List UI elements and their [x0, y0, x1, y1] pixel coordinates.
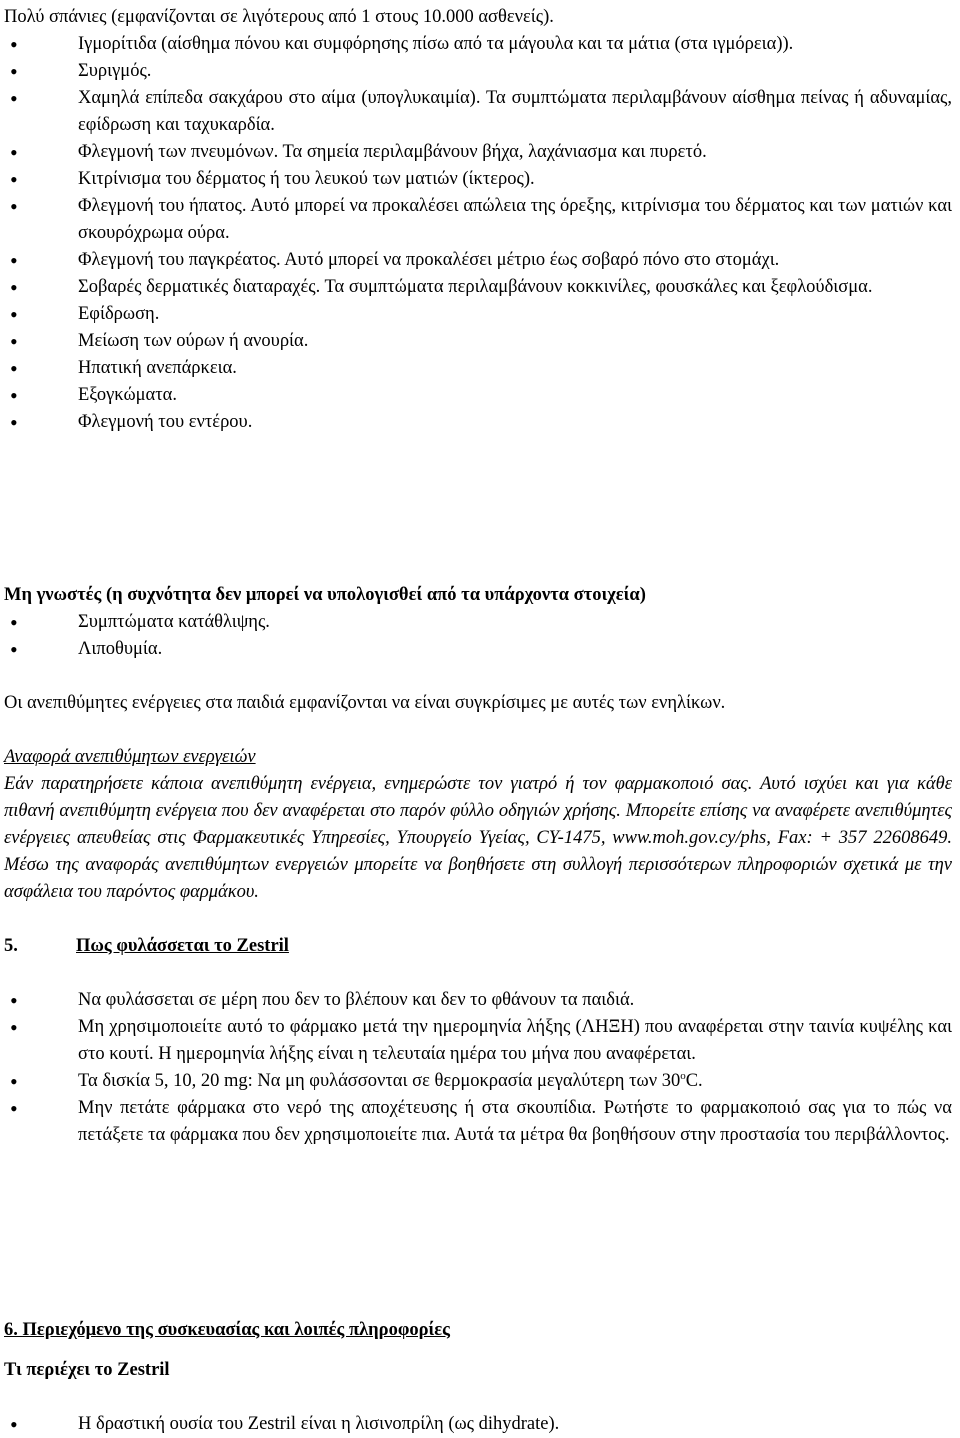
section-5-heading [4, 933, 952, 960]
very-rare-frequency-line: Πολύ σπάνιες (εμφανίζονται σε λιγότερους από 1 στους 10.000 ασθενείς). [4, 7, 554, 27]
storage-list [4, 987, 952, 1068]
list-item: • Κιτρίνισμα του δέρματος ή του λευκού των ματιών (ίκτερος). [4, 166, 952, 193]
list-item: • Λιποθυμία. [4, 636, 952, 663]
reporting-section [4, 744, 952, 906]
very-rare-list [4, 31, 952, 436]
list-item: • Ηπατική ανεπάρκεια. [4, 355, 952, 382]
unknown-frequency-heading: Μη γνωστές (η συχνότητα δεν μπορεί να υπολογισθεί από τα υπάρχοντα στοιχεία) [4, 585, 646, 605]
storage-temperature-unit: C. [685, 1071, 703, 1091]
list-item: • Μείωση των ούρων ή ανουρία. [4, 328, 952, 355]
contents-heading: Τι περιέχει το Zestril [4, 1360, 170, 1380]
storage-temperature-item [4, 1068, 952, 1095]
list-item: • Χαμηλά επίπεδα σακχάρου στο αίμα (υπογλυκαιμία). Τα συμπτώματα περιλαμβάνουν αίσθημα πείνας ή αδυναμίας, εφίδρωση και ταχυκαρδία. [4, 85, 952, 139]
storage-section [4, 987, 952, 1149]
section-6 [4, 1317, 952, 1344]
list-item: • Η δραστική ουσία του Zestril είναι η λισινοπρίλη (ως dihydrate). [4, 1411, 952, 1438]
storage-temperature-degree: ο [680, 1070, 686, 1082]
list-item: • Εφίδρωση. [4, 301, 952, 328]
contents-list-block [4, 1411, 952, 1438]
children-note: Οι ανεπιθύμητες ενέργειες στα παιδιά εμφανίζονται να είναι συγκρίσιμες με αυτές των ενηλίκων. [4, 693, 726, 713]
list-item: • Να φυλάσσεται σε μέρη που δεν το βλέπουν και δεν το φθάνουν τα παιδιά. [4, 987, 952, 1014]
list-item: • Συμπτώματα κατάθλιψης. [4, 609, 952, 636]
section-6-heading: 6. Περιεχόμενο της συσκευασίας και λοιπές πληροφορίες [4, 1320, 450, 1340]
list-item: • Εξογκώματα. [4, 382, 952, 409]
unknown-frequency-section [4, 582, 952, 663]
very-rare-section [4, 4, 952, 436]
contents-list [4, 1411, 952, 1438]
list-item: • Σοβαρές δερματικές διαταραχές. Τα συμπτώματα περιλαμβάνουν κοκκινίλες, φουσκάλες και ξεφλούδισμα. [4, 274, 952, 301]
storage-disposal-item: • Μην πετάτε φάρμακα στο νερό της αποχέτευσης ή στα σκουπίδια. Ρωτήστε το φαρμακοποιό σας για το πώς να πετάξετε τα φάρμακα που δεν χρησιμοποιείτε πια. Αυτά τα μέτρα θα βοηθήσουν στην προστασία του περιβάλλοντος. [4, 1095, 952, 1149]
contents-section [4, 1357, 952, 1384]
storage-temperature-text: Τα δισκία 5, 10, 20 mg: Να μη φυλάσσονται σε θερμοκρασία μεγαλύτερη των 30 [78, 1071, 681, 1091]
list-item: • Φλεγμονή του παγκρέατος. Αυτό μπορεί να προκαλέσει μέτριο έως σοβαρό πόνο στο στομάχι. [4, 247, 952, 274]
reporting-heading: Αναφορά ανεπιθύμητων ενεργειών [4, 747, 256, 767]
children-note-block [4, 690, 952, 717]
list-item: • Φλεγμονή του ήπατος. Αυτό μπορεί να προκαλέσει απώλεια της όρεξης, κιτρίνισμα του δέρματος και των ματιών και σκουρόχρωμα ούρα. [4, 193, 952, 247]
section-5 [4, 933, 952, 960]
unknown-frequency-list [4, 609, 952, 663]
reporting-paragraph: Εάν παρατηρήσετε κάποια ανεπιθύμητη ενέργεια, ενημερώστε τον γιατρό ή τον φαρμακοποιό σας. Αυτό ισχύει και για κάθε πιθανή ανεπιθύμητη ενέργεια που δεν αναφέρεται στο παρόν φύλλο οδηγιών χρήσης. Μπορείτε επίσης να αναφέρετε ανεπιθύμητες ενέργειες απευθείας στις Φαρμακευτικές Υπηρεσίες, Υπουργείο Υγείας, CY-1475, www.moh.gov.cy/phs, Fax: + 357 22608649. Μέσω της αναφοράς ανεπιθύμητων ενεργειών μπορείτε να βοηθήσετε στη συλλογή περισσότερων πληροφοριών σχετικά με την ασφάλεια του παρόντος φαρμάκου. [4, 774, 952, 902]
storage-list-more [4, 1068, 952, 1149]
section-5-number: 5. [4, 936, 18, 956]
list-item: • Μη χρησιμοποιείτε αυτό το φάρμακο μετά την ημερομηνία λήξης (ΛΗΞΗ) που αναφέρεται στην ταινία κυψέλης και στο κουτί. Η ημερομηνία λήξης είναι η τελευταία ημέρα του μήνα που αναφέρεται. [4, 1014, 952, 1068]
list-item: • Ιγμορίτιδα (αίσθημα πόνου και συμφόρησης πίσω από τα μάγουλα και τα μάτια (στα ιγμόρεια)). [4, 31, 952, 58]
section-5-title: Πως φυλάσσεται το Zestril [76, 936, 289, 956]
list-item: • Συριγμός. [4, 58, 952, 85]
list-item: • Φλεγμονή του εντέρου. [4, 409, 952, 436]
list-item: • Φλεγμονή των πνευμόνων. Τα σημεία περιλαμβάνουν βήχα, λαχάνιασμα και πυρετό. [4, 139, 952, 166]
